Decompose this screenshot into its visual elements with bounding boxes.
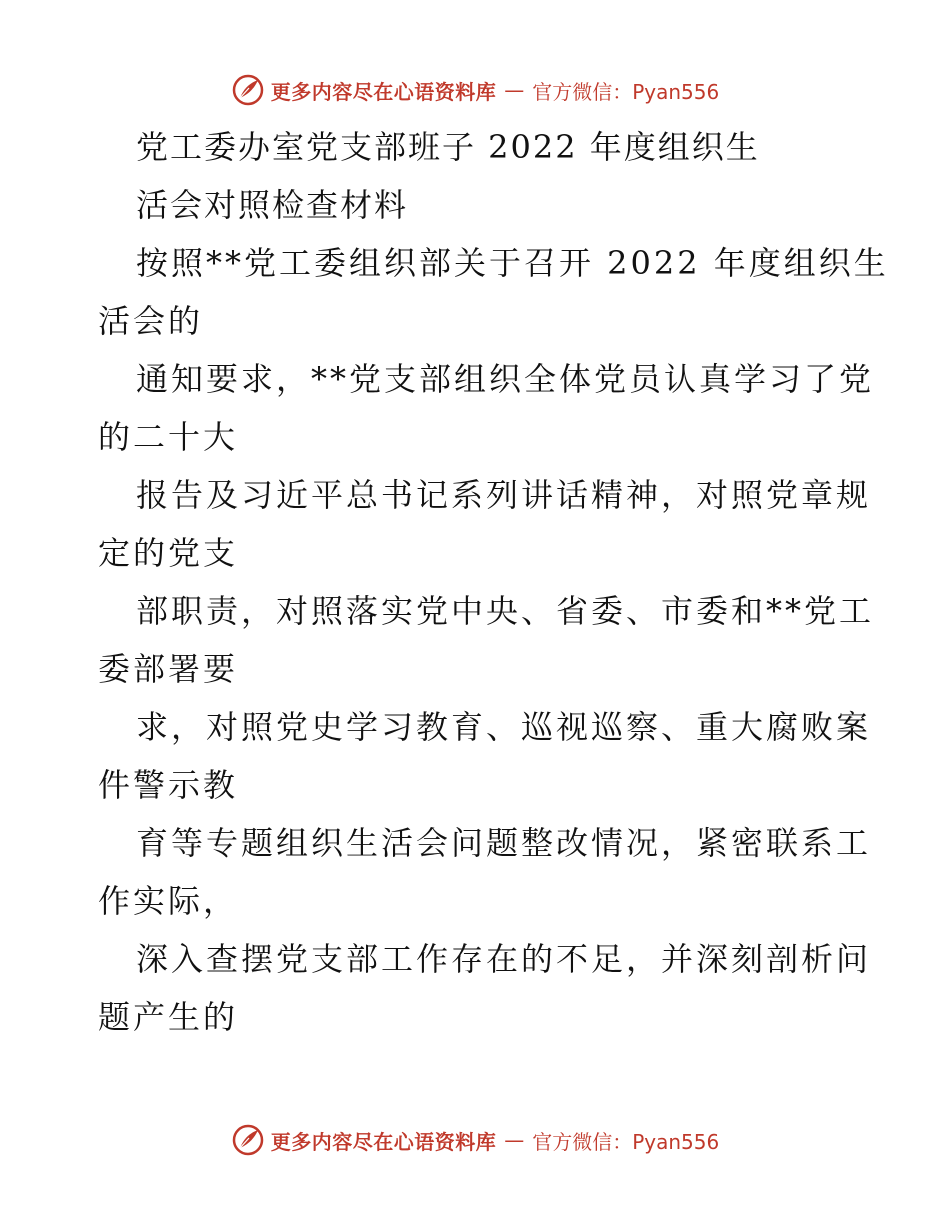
- header-watermark: [0, 70, 950, 110]
- paragraph-line: 报告及习近平总书记系列讲话精神，对照党章规: [136, 476, 872, 514]
- watermark-wechat-text: 官方微信：Pyan556: [532, 1129, 720, 1154]
- document-title-line-1: 党工委办室党支部班子 2022 年度组织生: [136, 128, 760, 166]
- document-body: [98, 118, 889, 1046]
- footer-watermark: [0, 1120, 950, 1160]
- watermark-wechat-text: 官方微信：Pyan556: [532, 79, 720, 104]
- watermark-group: [231, 1123, 720, 1157]
- feather-pen-logo-icon: [231, 1123, 265, 1157]
- paragraph-line: 作实际，: [98, 882, 239, 920]
- watermark-dash: —: [504, 1128, 525, 1152]
- paragraph-line: 件警示教: [98, 766, 239, 804]
- paragraph-line: 部职责，对照落实党中央、省委、市委和**党工: [136, 592, 875, 630]
- paragraph-line: 定的党支: [98, 534, 239, 572]
- document-title-line-2: 活会对照检查材料: [136, 186, 409, 224]
- paragraph-line: 的二十大: [98, 418, 239, 456]
- watermark-dash: —: [504, 78, 525, 102]
- paragraph-line: 深入查摆党支部工作存在的不足，并深刻剖析问: [136, 940, 872, 978]
- watermark-brand-text: 更多内容尽在心语资料库: [270, 1129, 497, 1154]
- feather-pen-logo-icon: [231, 73, 265, 107]
- paragraph-line: 委部署要: [98, 650, 239, 688]
- watermark-brand-text: 更多内容尽在心语资料库: [270, 79, 497, 104]
- paragraph-line: 育等专题组织生活会问题整改情况，紧密联系工: [136, 824, 872, 862]
- watermark-group: [231, 73, 720, 107]
- paragraph-line: 按照**党工委组织部关于召开 2022 年度组织生: [136, 244, 889, 282]
- paragraph-line: 题产生的: [98, 998, 239, 1036]
- paragraph-line: 活会的: [98, 302, 204, 340]
- paragraph-line: 求，对照党史学习教育、巡视巡察、重大腐败案: [136, 708, 872, 746]
- paragraph-line: 通知要求，**党支部组织全体党员认真学习了党: [136, 360, 875, 398]
